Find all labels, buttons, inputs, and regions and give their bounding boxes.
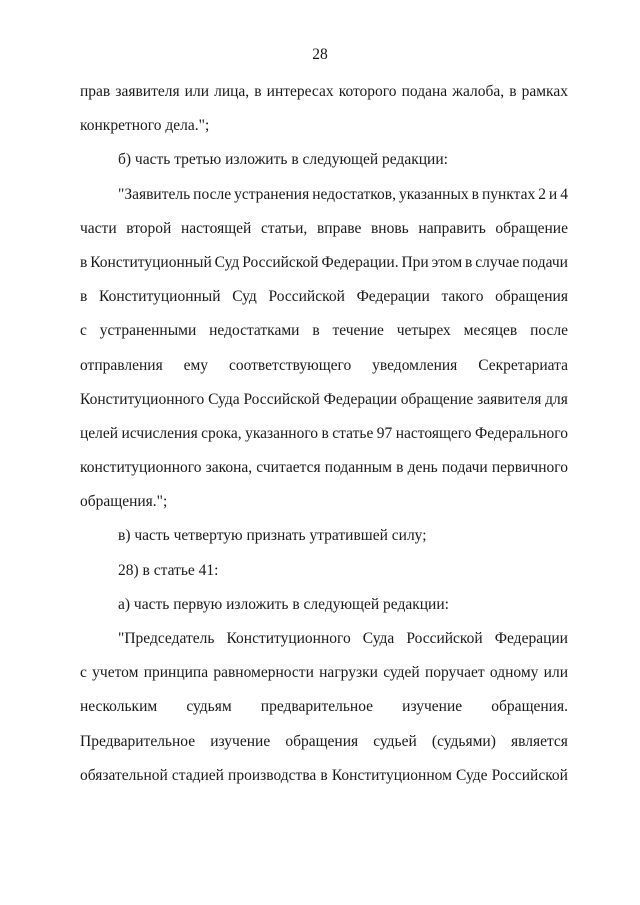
text-line: отправления ему соответствующего уведомления Секретариата	[80, 356, 568, 374]
document-body	[80, 82, 568, 800]
text-line: целей исчисления срока, указанного в статье 97 настоящего Федерального	[80, 424, 568, 442]
text-line: а) часть первую изложить в следующей редакции:	[118, 595, 449, 613]
text-line: обязательной стадией производства в Конституционном Суде Российской	[80, 766, 568, 784]
text-line: 28) в статье 41:	[118, 561, 219, 579]
text-line: в Конституционный Суд Российской Федерации такого обращения	[80, 288, 568, 306]
text-line: части второй настоящей статьи, вправе вновь направить обращение	[80, 219, 568, 237]
text-line: в Конституционный Суд Российской Федерации. При этом в случае подачи	[80, 253, 568, 271]
text-line: с учетом принципа равномерности нагрузки судей поручает одному или	[80, 664, 568, 682]
text-line: "Председатель Конституционного Суда Российской Федерации	[118, 630, 568, 647]
text-line: прав заявителя или лица, в интересах которого подана жалоба, в рамках	[80, 83, 568, 100]
text-line: "Заявитель после устранения недостатков, указанных в пунктах 2 и 4	[118, 185, 568, 203]
text-line: Конституционного Суда Российской Федерации обращение заявителя для	[80, 390, 568, 408]
text-line: конкретного дела.";	[80, 117, 210, 135]
text-line: конституционного закона, считается поданным в день подачи первичного	[80, 459, 568, 477]
text-line: обращения.";	[80, 493, 168, 511]
text-line: с устраненными недостатками в течение четырех месяцев после	[80, 322, 568, 340]
text-line: б) часть третью изложить в следующей редакции:	[118, 151, 448, 169]
page-number: 28	[312, 46, 328, 63]
text-line: в) часть четвертую признать утратившей силу;	[118, 527, 427, 545]
text-line: нескольким судьям предварительное изучение обращения.	[80, 698, 568, 716]
text-line: Предварительное изучение обращения судьей (судьями) является	[80, 732, 568, 750]
